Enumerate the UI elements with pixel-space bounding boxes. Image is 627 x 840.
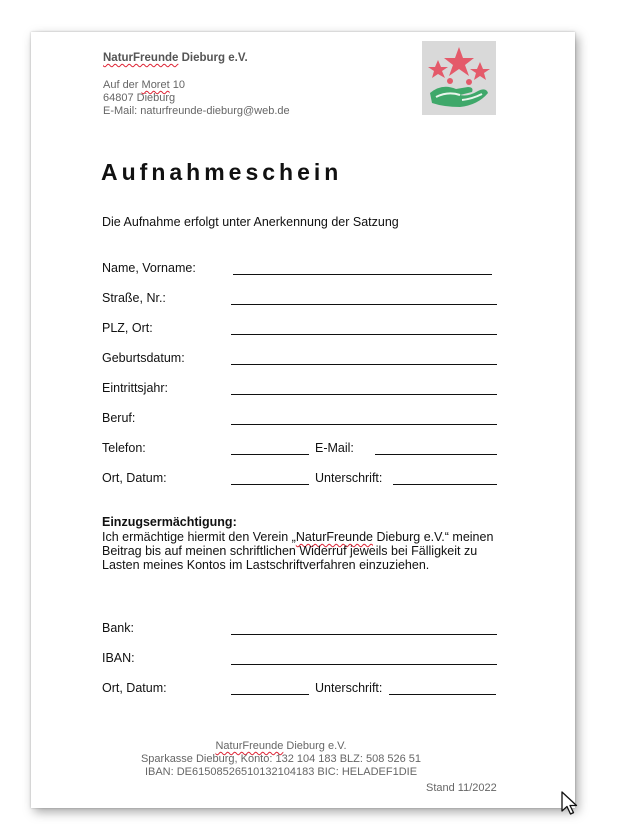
field-line-job[interactable] — [231, 424, 497, 425]
field-line-sepa-place-date[interactable] — [231, 694, 309, 695]
field-label-entry-year: Eintrittsjahr: — [102, 381, 168, 395]
field-row-sepa-place-signature — [102, 681, 502, 697]
address-street-name: Moret — [141, 79, 170, 91]
field-line-name[interactable] — [233, 274, 492, 275]
field-row-name — [102, 261, 502, 277]
field-label-zip-city: PLZ, Ort: — [102, 321, 153, 335]
field-line-place-date[interactable] — [231, 484, 309, 485]
field-line-email[interactable] — [375, 454, 497, 455]
org-address — [103, 79, 290, 118]
footer-org-rest: Dieburg e.V. — [283, 740, 347, 752]
address-street-prefix: Auf der — [103, 79, 142, 91]
document-page — [31, 32, 575, 808]
intro-text: Die Aufnahme erfolgt unter Anerkennung der Satzung — [102, 215, 399, 229]
field-line-sepa-signature[interactable] — [389, 694, 496, 695]
sepa-text-start: Ich ermächtige hiermit den Verein „ — [102, 530, 296, 544]
field-label-signature: Unterschrift: — [315, 471, 383, 485]
field-line-entry-year[interactable] — [231, 394, 497, 395]
field-row-entry-year — [102, 381, 502, 397]
field-label-job: Beruf: — [102, 411, 136, 425]
field-row-bank — [102, 621, 502, 637]
field-line-birthdate[interactable] — [231, 364, 497, 365]
sepa-text — [102, 530, 512, 572]
org-name — [103, 52, 248, 64]
field-line-signature[interactable] — [393, 484, 497, 485]
field-label-sepa-signature: Unterschrift: — [315, 681, 383, 695]
field-line-iban[interactable] — [231, 664, 497, 665]
footer — [131, 740, 431, 779]
footer-stand: Stand 11/2022 — [426, 782, 497, 794]
field-label-phone: Telefon: — [102, 441, 146, 455]
field-label-sepa-place-date: Ort, Datum: — [102, 681, 167, 695]
field-line-bank[interactable] — [231, 634, 497, 635]
org-name-word: NaturFreunde — [103, 52, 179, 64]
field-line-street[interactable] — [231, 304, 497, 305]
footer-iban-line: IBAN: DE61508526510132104183 BIC: HELADEF1DIE — [144, 766, 418, 778]
field-line-phone[interactable] — [231, 454, 309, 455]
org-name-rest: Dieburg e.V. — [178, 52, 248, 64]
footer-org — [131, 740, 431, 753]
field-label-birthdate: Geburtsdatum: — [102, 351, 185, 365]
field-label-email: E-Mail: — [315, 441, 354, 455]
field-line-zip-city[interactable] — [231, 334, 497, 335]
field-label-name: Name, Vorname: — [102, 261, 196, 275]
sepa-text-org: NaturFreunde — [295, 530, 373, 544]
mouse-pointer-icon — [560, 791, 580, 817]
field-row-job — [102, 411, 502, 427]
field-row-zip-city — [102, 321, 502, 337]
address-street-no: 10 — [169, 79, 185, 91]
field-row-iban — [102, 651, 502, 667]
field-row-place-signature — [102, 471, 502, 487]
field-label-place-date: Ort, Datum: — [102, 471, 167, 485]
field-row-street — [102, 291, 502, 307]
address-street — [103, 79, 290, 92]
page-title: Aufnahmeschein — [101, 159, 343, 185]
field-label-iban: IBAN: — [102, 651, 135, 665]
address-email: E-Mail: naturfreunde-dieburg@web.de — [103, 105, 290, 117]
footer-org-word: NaturFreunde — [215, 740, 284, 752]
address-city: 64807 Dieburg — [103, 92, 176, 104]
sepa-text-end: Dieburg e.V.“ meinen Beitrag bis auf meinen schriftlichen Widerruf jeweils bei Fälligkeit zu Lasten meines Kontos im Lastschriftverfahren einzuziehen. — [102, 530, 494, 572]
field-label-street: Straße, Nr.: — [102, 291, 166, 305]
sepa-heading: Einzugsermächtigung: — [102, 515, 237, 529]
field-row-birthdate — [102, 351, 502, 367]
naturfreunde-logo-icon — [422, 41, 496, 115]
footer-bank-line: Sparkasse Dieburg, Konto: 132 104 183 BLZ: 508 526 51 — [140, 753, 422, 765]
field-label-bank: Bank: — [102, 621, 134, 635]
field-row-phone-email — [102, 441, 502, 457]
